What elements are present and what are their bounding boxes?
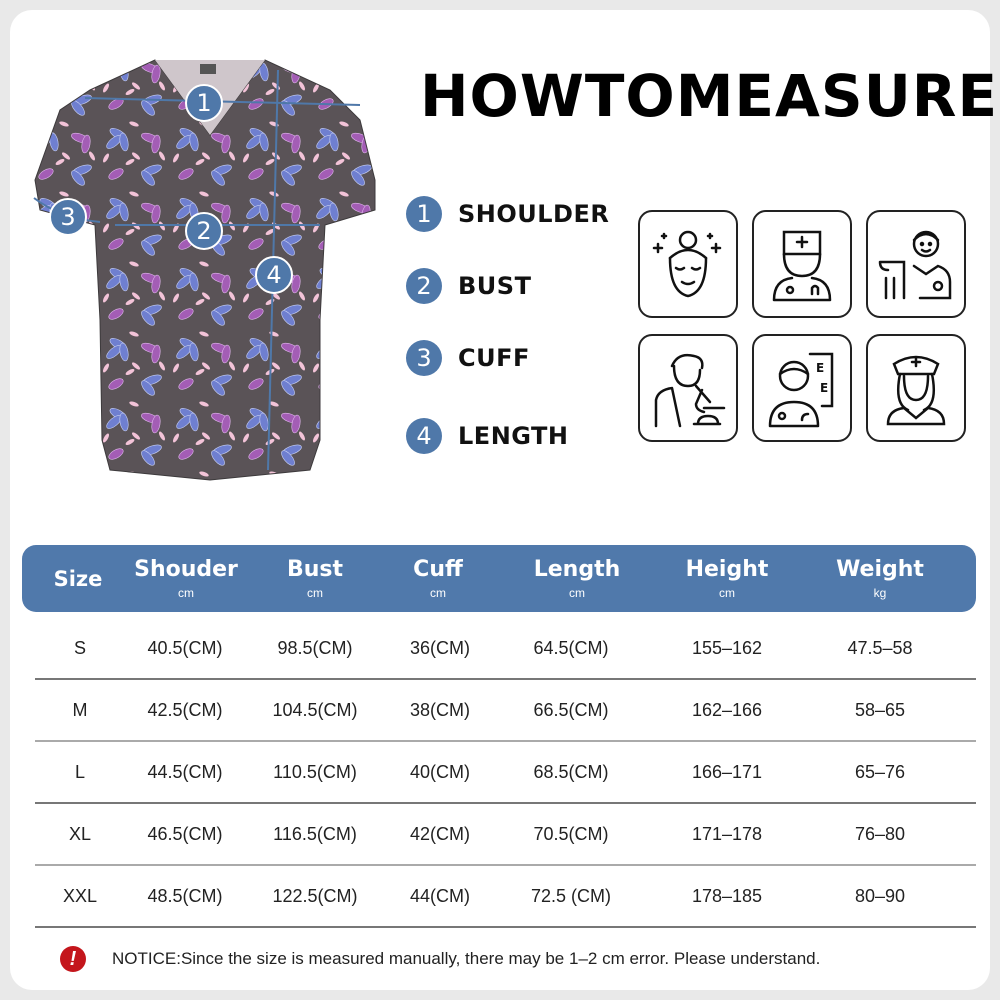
legend-label: SHOULDER xyxy=(458,200,610,228)
cell-shoulder: 42.5(CM) xyxy=(147,699,223,720)
cell-height: 178–185 xyxy=(691,885,763,906)
column-header-bust xyxy=(287,545,343,612)
marker-3-cuff: 3 xyxy=(49,198,87,236)
beautician-face-icon xyxy=(638,210,738,318)
cell-length: 72.5 (CM) xyxy=(530,885,612,906)
cell-size: M xyxy=(72,699,88,720)
profession-icon-grid xyxy=(638,210,966,442)
cell-weight: 47.5–58 xyxy=(847,637,913,658)
legend-number: 1 xyxy=(406,196,442,232)
cell-shoulder: 48.5(CM) xyxy=(147,885,223,906)
notice-banner xyxy=(60,946,820,972)
header-label: Weight xyxy=(836,557,924,582)
cell-weight: 76–80 xyxy=(854,823,906,844)
cell-length: 66.5(CM) xyxy=(533,699,609,720)
marker-1-shoulder: 1 xyxy=(185,84,223,122)
header-label: Cuff xyxy=(413,557,463,582)
table-row-m xyxy=(35,680,976,742)
cell-bust: 104.5(CM) xyxy=(272,699,358,720)
cell-bust: 98.5(CM) xyxy=(277,637,353,658)
cell-bust: 116.5(CM) xyxy=(273,823,357,844)
header-label: Size xyxy=(53,566,103,591)
cell-cuff: 40(CM) xyxy=(409,761,471,782)
size-table-header xyxy=(22,545,976,612)
table-row-s xyxy=(35,618,976,680)
column-header-height xyxy=(686,545,769,612)
header-label: Height xyxy=(685,557,769,582)
column-header-shoulder xyxy=(134,545,238,612)
cell-bust: 110.5(CM) xyxy=(273,761,357,782)
cell-shoulder: 40.5(CM) xyxy=(147,637,223,658)
legend-number: 3 xyxy=(406,340,442,376)
cell-size: XXL xyxy=(62,885,98,906)
table-row-xxl xyxy=(35,866,976,928)
size-table-body xyxy=(35,618,976,928)
header-label: Bust xyxy=(286,557,344,582)
svg-text:E: E xyxy=(816,361,825,375)
table-row-l xyxy=(35,742,976,804)
column-header-size xyxy=(54,545,103,612)
page-title: HOWTOMEASURE xyxy=(420,62,999,130)
legend-item-cuff xyxy=(406,340,530,376)
header-unit: cm xyxy=(178,586,194,600)
cell-length: 64.5(CM) xyxy=(533,637,609,658)
cell-height: 166–171 xyxy=(691,761,763,782)
legend-item-shoulder xyxy=(406,196,609,232)
table-row-xl xyxy=(35,804,976,866)
column-header-cuff xyxy=(413,545,463,612)
header-unit: kg xyxy=(873,586,887,600)
legend-number: 4 xyxy=(406,418,442,454)
scientist-microscope-icon xyxy=(638,334,738,442)
notice-text: NOTICE:Since the size is measured manually, there may be 1–2 cm error. Please understand. xyxy=(112,949,821,968)
cell-cuff: 42(CM) xyxy=(409,823,471,844)
header-unit: cm xyxy=(306,586,323,600)
marker-4-length: 4 xyxy=(255,256,293,294)
cell-size: XL xyxy=(68,823,92,844)
shirt-image xyxy=(30,50,390,490)
cell-weight: 80–90 xyxy=(854,885,906,906)
cell-cuff: 44(CM) xyxy=(409,885,471,906)
cell-bust: 122.5(CM) xyxy=(272,885,358,906)
cell-length: 68.5(CM) xyxy=(533,761,609,782)
nurse-icon xyxy=(866,334,966,442)
cell-height: 162–166 xyxy=(691,699,763,720)
column-header-weight xyxy=(836,545,924,612)
cell-height: 155–162 xyxy=(691,637,763,658)
header-unit: cm xyxy=(429,586,446,600)
svg-text:E: E xyxy=(820,381,829,395)
legend-label: CUFF xyxy=(458,344,530,372)
cell-cuff: 38(CM) xyxy=(409,699,471,720)
optometrist-icon xyxy=(752,334,852,442)
cell-length: 70.5(CM) xyxy=(533,823,609,844)
legend-item-bust xyxy=(406,268,531,304)
marker-2-bust: 2 xyxy=(185,212,223,250)
header-unit: cm xyxy=(569,586,585,600)
veterinarian-icon xyxy=(866,210,966,318)
cell-height: 171–178 xyxy=(691,823,763,844)
column-header-length xyxy=(534,545,621,612)
cell-cuff: 36(CM) xyxy=(409,637,471,658)
cell-weight: 58–65 xyxy=(854,699,906,720)
legend-label: BUST xyxy=(458,272,532,300)
legend-item-length xyxy=(406,418,569,454)
cell-size: S xyxy=(73,637,87,658)
cell-shoulder: 44.5(CM) xyxy=(147,761,223,782)
header-label: Length xyxy=(533,557,621,582)
cell-size: L xyxy=(74,761,86,782)
header-label: Shouder xyxy=(134,557,238,582)
cell-weight: 65–76 xyxy=(854,761,906,782)
surgeon-doctor-icon xyxy=(752,210,852,318)
header-unit: cm xyxy=(719,586,735,600)
exclamation-icon: ! xyxy=(60,946,86,972)
cell-shoulder: 46.5(CM) xyxy=(147,823,223,844)
legend-number: 2 xyxy=(406,268,442,304)
legend-label: LENGTH xyxy=(458,422,569,450)
